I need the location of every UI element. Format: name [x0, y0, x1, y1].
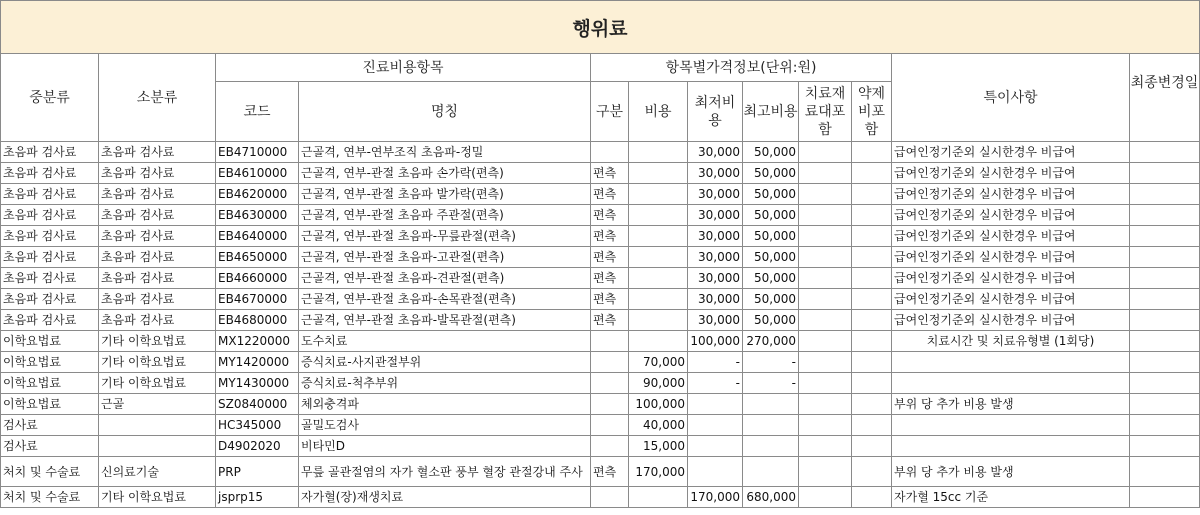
cell-max-cost: -: [743, 373, 799, 394]
table-body: [1, 142, 1200, 508]
header-name: 명칭: [299, 82, 591, 142]
table-row: [1, 487, 1200, 508]
cell-cost: [629, 226, 688, 247]
cell-drug-included: [852, 226, 892, 247]
header-sub-category: 소분류: [99, 54, 216, 142]
cell-last-changed: [1130, 436, 1200, 457]
cell-mid-category: 처치 및 수술료: [1, 457, 99, 487]
cell-last-changed: [1130, 352, 1200, 373]
cell-max-cost: 50,000: [743, 163, 799, 184]
cell-remarks: 부위 당 추가 비용 발생: [892, 394, 1130, 415]
cell-material-included: [799, 163, 852, 184]
cell-name: 근골격, 연부-관절 초음파-발목관절(편측): [299, 310, 591, 331]
cell-min-cost: -: [688, 352, 743, 373]
cell-max-cost: [743, 436, 799, 457]
cell-min-cost: 30,000: [688, 268, 743, 289]
cell-material-included: [799, 331, 852, 352]
cell-mid-category: 처치 및 수술료: [1, 487, 99, 508]
cell-type: 편측: [591, 247, 629, 268]
cell-remarks: 치료시간 및 치료유형별 (1회당): [892, 331, 1130, 352]
cell-cost: [629, 268, 688, 289]
cell-last-changed: [1130, 457, 1200, 487]
cell-mid-category: 초음파 검사료: [1, 205, 99, 226]
cell-type: 편측: [591, 226, 629, 247]
cell-name: 증식치료-사지관절부위: [299, 352, 591, 373]
cell-mid-category: 초음파 검사료: [1, 310, 99, 331]
table-row: [1, 142, 1200, 163]
cell-cost: 40,000: [629, 415, 688, 436]
cell-sub-category: 기타 이학요법료: [99, 373, 216, 394]
cell-material-included: [799, 247, 852, 268]
cell-sub-category: 근골: [99, 394, 216, 415]
cell-cost: 70,000: [629, 352, 688, 373]
cell-sub-category: 초음파 검사료: [99, 268, 216, 289]
cell-type: 편측: [591, 205, 629, 226]
cell-mid-category: 초음파 검사료: [1, 163, 99, 184]
cell-max-cost: [743, 415, 799, 436]
cell-type: 편측: [591, 268, 629, 289]
cell-remarks: 급여인정기준외 실시한경우 비급여: [892, 184, 1130, 205]
cell-sub-category: 초음파 검사료: [99, 247, 216, 268]
cell-remarks: [892, 415, 1130, 436]
cell-drug-included: [852, 415, 892, 436]
cell-sub-category: 기타 이학요법료: [99, 352, 216, 373]
cell-sub-category: 초음파 검사료: [99, 205, 216, 226]
cell-mid-category: 초음파 검사료: [1, 289, 99, 310]
header-remarks: 특이사항: [892, 54, 1130, 142]
cell-code: EB4680000: [216, 310, 299, 331]
cell-remarks: 급여인정기준외 실시한경우 비급여: [892, 142, 1130, 163]
cell-name: 근골격, 연부-관절 초음파 주관절(편측): [299, 205, 591, 226]
cell-max-cost: [743, 457, 799, 487]
cell-drug-included: [852, 142, 892, 163]
cell-code: D4902020: [216, 436, 299, 457]
cell-mid-category: 초음파 검사료: [1, 268, 99, 289]
table-row: [1, 352, 1200, 373]
table-row: [1, 310, 1200, 331]
cell-name: 근골격, 연부-관절 초음파-손목관절(편측): [299, 289, 591, 310]
cell-last-changed: [1130, 142, 1200, 163]
cell-remarks: 급여인정기준외 실시한경우 비급여: [892, 163, 1130, 184]
cell-last-changed: [1130, 394, 1200, 415]
table-row: [1, 436, 1200, 457]
header-mid-category: 중분류: [1, 54, 99, 142]
cell-code: EB4630000: [216, 205, 299, 226]
cell-cost: 15,000: [629, 436, 688, 457]
cell-sub-category: 초음파 검사료: [99, 289, 216, 310]
cell-sub-category: 초음파 검사료: [99, 184, 216, 205]
cell-remarks: 급여인정기준외 실시한경우 비급여: [892, 289, 1130, 310]
cell-drug-included: [852, 289, 892, 310]
cell-material-included: [799, 394, 852, 415]
header-last-changed: 최종변경일: [1130, 54, 1200, 142]
cell-max-cost: 50,000: [743, 142, 799, 163]
cell-type: 편측: [591, 310, 629, 331]
cell-min-cost: 30,000: [688, 163, 743, 184]
cell-mid-category: 검사료: [1, 436, 99, 457]
cell-drug-included: [852, 487, 892, 508]
cell-min-cost: 30,000: [688, 289, 743, 310]
cell-remarks: 자가혈 15cc 기준: [892, 487, 1130, 508]
cell-last-changed: [1130, 415, 1200, 436]
cell-sub-category: 초음파 검사료: [99, 226, 216, 247]
cell-cost: 90,000: [629, 373, 688, 394]
cell-material-included: [799, 205, 852, 226]
header-min-cost: 최저비용: [688, 82, 743, 142]
cell-max-cost: 680,000: [743, 487, 799, 508]
cell-material-included: [799, 310, 852, 331]
cell-cost: [629, 142, 688, 163]
cell-type: 편측: [591, 163, 629, 184]
cell-name: 근골격, 연부-관절 초음파-무릎관절(편측): [299, 226, 591, 247]
cell-cost: 170,000: [629, 457, 688, 487]
cell-cost: [629, 205, 688, 226]
cell-remarks: 급여인정기준외 실시한경우 비급여: [892, 247, 1130, 268]
cell-material-included: [799, 289, 852, 310]
cell-code: EB4620000: [216, 184, 299, 205]
cell-cost: 100,000: [629, 394, 688, 415]
cell-remarks: 급여인정기준외 실시한경우 비급여: [892, 205, 1130, 226]
cell-drug-included: [852, 394, 892, 415]
cell-min-cost: [688, 436, 743, 457]
table-row: [1, 268, 1200, 289]
table-row: [1, 247, 1200, 268]
cell-min-cost: 30,000: [688, 247, 743, 268]
cell-name: 무릎 골관절염의 자가 혈소판 풍부 혈장 관절강내 주사: [299, 457, 591, 487]
cell-code: EB4610000: [216, 163, 299, 184]
cell-material-included: [799, 373, 852, 394]
cell-drug-included: [852, 205, 892, 226]
cell-max-cost: 50,000: [743, 289, 799, 310]
cell-material-included: [799, 487, 852, 508]
cell-max-cost: 50,000: [743, 205, 799, 226]
table-row: [1, 331, 1200, 352]
cell-cost: [629, 163, 688, 184]
cell-min-cost: [688, 394, 743, 415]
table-row: [1, 163, 1200, 184]
cell-cost: [629, 247, 688, 268]
table-row: [1, 415, 1200, 436]
cell-last-changed: [1130, 268, 1200, 289]
header-price-info-group: 항목별가격정보(단위:원): [591, 54, 892, 82]
cell-drug-included: [852, 247, 892, 268]
cell-drug-included: [852, 268, 892, 289]
cell-type: 편측: [591, 289, 629, 310]
cell-max-cost: 50,000: [743, 247, 799, 268]
cell-last-changed: [1130, 184, 1200, 205]
table-row: [1, 373, 1200, 394]
cell-drug-included: [852, 310, 892, 331]
header-cost: 비용: [629, 82, 688, 142]
cell-drug-included: [852, 457, 892, 487]
cell-max-cost: [743, 394, 799, 415]
cell-cost: [629, 487, 688, 508]
table-row: [1, 205, 1200, 226]
cell-code: HC345000: [216, 415, 299, 436]
cell-min-cost: 170,000: [688, 487, 743, 508]
cell-type: 편측: [591, 457, 629, 487]
cell-code: MY1420000: [216, 352, 299, 373]
cell-code: EB4710000: [216, 142, 299, 163]
cell-name: 근골격, 연부-관절 초음파-고관절(편측): [299, 247, 591, 268]
cell-max-cost: 50,000: [743, 268, 799, 289]
cell-remarks: [892, 436, 1130, 457]
cell-name: 근골격, 연부-관절 초음파 발가락(편측): [299, 184, 591, 205]
cell-code: MY1430000: [216, 373, 299, 394]
header-max-cost: 최고비용: [743, 82, 799, 142]
cell-mid-category: 이학요법료: [1, 352, 99, 373]
header-cost-item-group: 진료비용항목: [216, 54, 591, 82]
cell-sub-category: [99, 436, 216, 457]
table-row: [1, 457, 1200, 487]
page-title: 행위료: [0, 0, 1200, 54]
table-row: [1, 226, 1200, 247]
cell-drug-included: [852, 352, 892, 373]
cell-code: EB4670000: [216, 289, 299, 310]
table-row: [1, 184, 1200, 205]
cell-material-included: [799, 226, 852, 247]
cell-max-cost: 270,000: [743, 331, 799, 352]
cell-material-included: [799, 352, 852, 373]
cell-mid-category: 초음파 검사료: [1, 247, 99, 268]
cell-mid-category: 이학요법료: [1, 373, 99, 394]
header-drug-included: 약제비포함: [852, 82, 892, 142]
cell-name: 근골격, 연부-관절 초음파 손가락(편측): [299, 163, 591, 184]
cell-type: [591, 487, 629, 508]
cell-max-cost: 50,000: [743, 310, 799, 331]
cell-min-cost: -: [688, 373, 743, 394]
cell-last-changed: [1130, 247, 1200, 268]
cell-type: [591, 331, 629, 352]
cell-name: 비타민D: [299, 436, 591, 457]
cell-mid-category: 검사료: [1, 415, 99, 436]
cell-remarks: 급여인정기준외 실시한경우 비급여: [892, 310, 1130, 331]
cell-drug-included: [852, 436, 892, 457]
cell-remarks: [892, 373, 1130, 394]
cell-sub-category: 기타 이학요법료: [99, 331, 216, 352]
cell-sub-category: 초음파 검사료: [99, 163, 216, 184]
cell-type: 편측: [591, 184, 629, 205]
cell-code: EB4640000: [216, 226, 299, 247]
cell-name: 자가혈(장)재생치료: [299, 487, 591, 508]
cell-cost: [629, 289, 688, 310]
cell-remarks: 부위 당 추가 비용 발생: [892, 457, 1130, 487]
cell-type: [591, 415, 629, 436]
price-table: [0, 53, 1200, 508]
cell-drug-included: [852, 373, 892, 394]
cell-name: 근골격, 연부-연부조직 초음파-정밀: [299, 142, 591, 163]
cell-code: PRP: [216, 457, 299, 487]
cell-mid-category: 초음파 검사료: [1, 142, 99, 163]
cell-material-included: [799, 436, 852, 457]
cell-type: [591, 352, 629, 373]
cell-min-cost: [688, 415, 743, 436]
cell-cost: [629, 184, 688, 205]
cell-cost: [629, 331, 688, 352]
cell-max-cost: 50,000: [743, 226, 799, 247]
cell-code: SZ0840000: [216, 394, 299, 415]
cell-min-cost: 30,000: [688, 184, 743, 205]
cell-type: [591, 373, 629, 394]
cell-material-included: [799, 184, 852, 205]
cell-cost: [629, 310, 688, 331]
cell-sub-category: 초음파 검사료: [99, 142, 216, 163]
cell-min-cost: 100,000: [688, 331, 743, 352]
cell-max-cost: -: [743, 352, 799, 373]
cell-last-changed: [1130, 289, 1200, 310]
cell-mid-category: 초음파 검사료: [1, 226, 99, 247]
cell-sub-category: 초음파 검사료: [99, 310, 216, 331]
cell-material-included: [799, 415, 852, 436]
cell-remarks: 급여인정기준외 실시한경우 비급여: [892, 268, 1130, 289]
cell-drug-included: [852, 331, 892, 352]
cell-min-cost: [688, 457, 743, 487]
cell-last-changed: [1130, 373, 1200, 394]
cell-min-cost: 30,000: [688, 142, 743, 163]
cell-remarks: [892, 352, 1130, 373]
cell-type: [591, 394, 629, 415]
cell-min-cost: 30,000: [688, 226, 743, 247]
cell-name: 근골격, 연부-관절 초음파-견관절(편측): [299, 268, 591, 289]
cell-code: EB4660000: [216, 268, 299, 289]
cell-remarks: 급여인정기준외 실시한경우 비급여: [892, 226, 1130, 247]
cell-code: EB4650000: [216, 247, 299, 268]
cell-sub-category: [99, 415, 216, 436]
cell-type: [591, 436, 629, 457]
table-row: [1, 394, 1200, 415]
cell-name: 도수치료: [299, 331, 591, 352]
cell-material-included: [799, 457, 852, 487]
cell-sub-category: 신의료기술: [99, 457, 216, 487]
cell-code: jsprp15: [216, 487, 299, 508]
cell-mid-category: 초음파 검사료: [1, 184, 99, 205]
cell-name: 증식치료-척추부위: [299, 373, 591, 394]
cell-name: 체외충격파: [299, 394, 591, 415]
cell-last-changed: [1130, 205, 1200, 226]
cell-last-changed: [1130, 331, 1200, 352]
cell-drug-included: [852, 184, 892, 205]
cell-min-cost: 30,000: [688, 310, 743, 331]
cell-drug-included: [852, 163, 892, 184]
cell-material-included: [799, 268, 852, 289]
cell-last-changed: [1130, 487, 1200, 508]
cell-type: [591, 142, 629, 163]
cell-last-changed: [1130, 226, 1200, 247]
cell-sub-category: 기타 이학요법료: [99, 487, 216, 508]
cell-min-cost: 30,000: [688, 205, 743, 226]
cell-material-included: [799, 142, 852, 163]
cell-mid-category: 이학요법료: [1, 331, 99, 352]
cell-last-changed: [1130, 310, 1200, 331]
cell-mid-category: 이학요법료: [1, 394, 99, 415]
cell-last-changed: [1130, 163, 1200, 184]
header-code: 코드: [216, 82, 299, 142]
header-material-included: 치료재료대포함: [799, 82, 852, 142]
header-type: 구분: [591, 82, 629, 142]
table-row: [1, 289, 1200, 310]
cell-code: MX1220000: [216, 331, 299, 352]
cell-max-cost: 50,000: [743, 184, 799, 205]
cell-name: 골밀도검사: [299, 415, 591, 436]
